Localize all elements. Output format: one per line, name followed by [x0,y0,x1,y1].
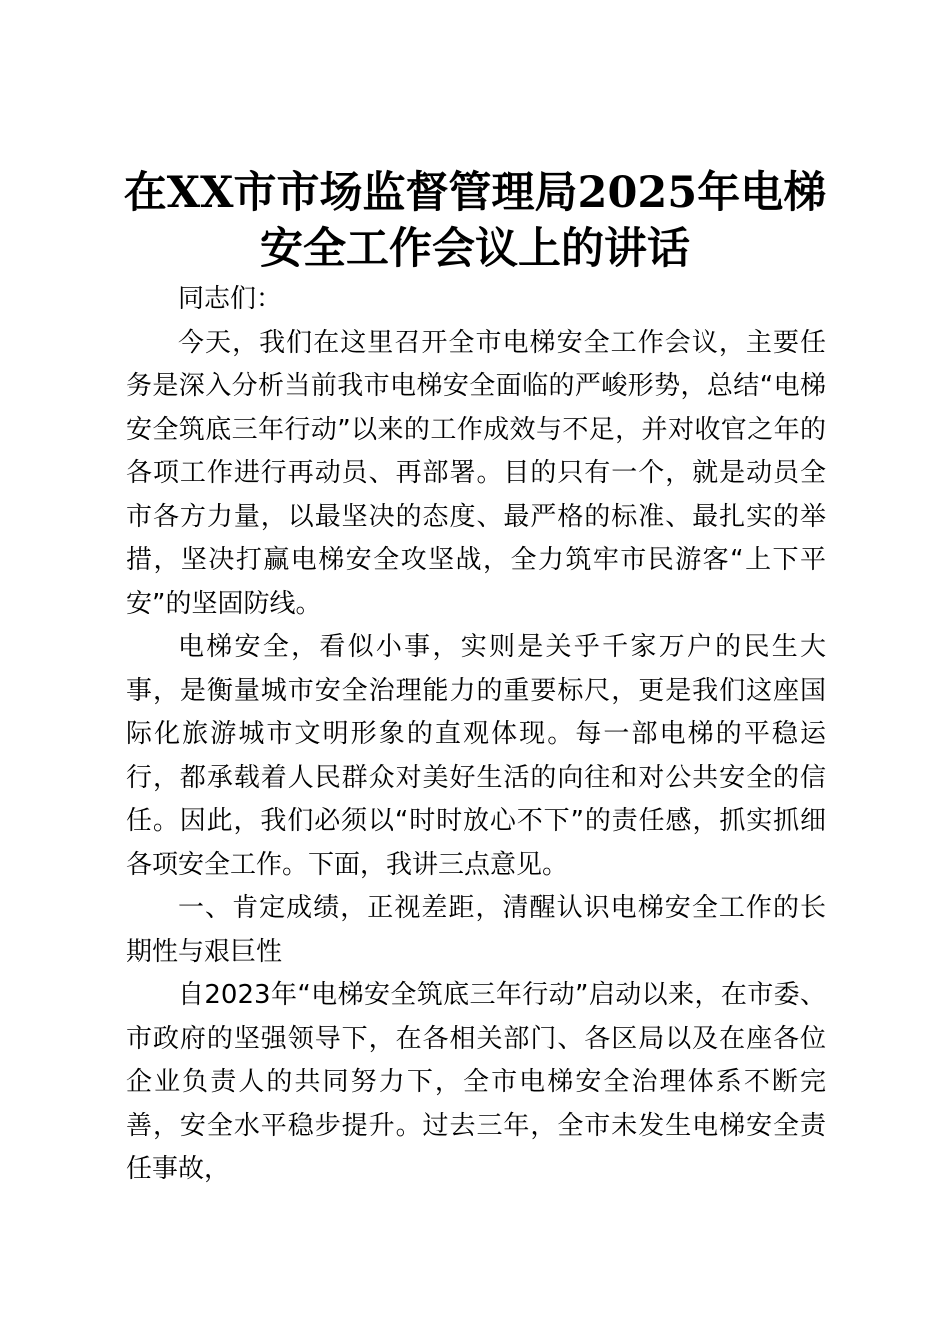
salutation: 同志们： [178,284,283,314]
paragraph-opening: 今天，我们在这里召开全市电梯安全工作会议，主要任务是深入分析当前我市电梯安全面临的严峻形势，总结“电梯安全筑底三年行动”以来的工作成效与不足，并对收官之年的各项工作进行再动员、再部署。目的只有一个，就是动员全市各方力量，以最坚决的态度、最严格的标准、最扎实的举措，坚决打赢电梯安全攻坚战，全力筑牢市民游客“上下平安”的坚固防线。 [126,327,826,619]
paragraph-importance: 电梯安全，看似小事，实则是关乎千家万户的民生大事，是衡量城市安全治理能力的重要标尺，更是我们这座国际化旅游城市文明形象的直观体现。每一部电梯的平稳运行，都承载着人民群众对美好生活的向往和对公共安全的信任。因此，我们必须以“时时放心不下”的责任感，抓实抓细各项安全工作。下面，我讲三点意见。 [126,632,826,880]
section-heading-one: 一、肯定成绩，正视差距，清醒认识电梯安全工作的长期性与艰巨性 [126,893,826,967]
document-title: 在XX市市场监督管理局2025年电梯安全工作会议上的讲话 [123,168,827,274]
paragraph-achievements: 自2023年“电梯安全筑底三年行动”启动以来，在市委、市政府的坚强领导下，在各相关部门、各区局以及在座各位企业负责人的共同努力下，全市电梯安全治理体系不断完善，安全水平稳步提升。过去三年，全市未发生电梯安全责任事故， [126,980,826,1184]
document-body [126,278,826,1192]
